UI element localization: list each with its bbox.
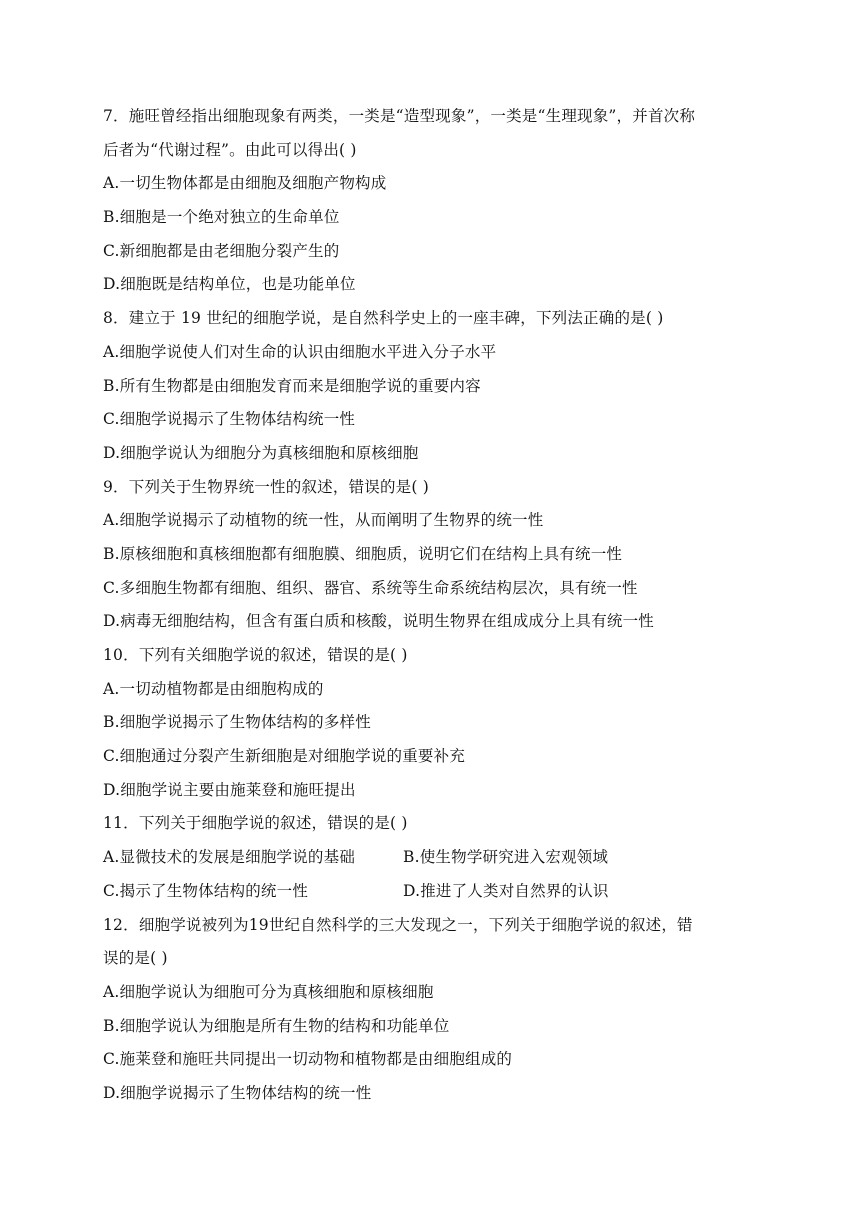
question-9-stem: 9．下列关于生物界统一性的叙述，错误的是( ) [103,477,429,496]
question-9-option-d: D.病毒无细胞结构，但含有蛋白质和核酸，说明生物界在组成成分上具有统一性 [103,612,655,631]
question-7-option-a: A.一切生物体都是由细胞及细胞产物构成 [103,174,387,193]
question-9-option-b: B.原核细胞和真核细胞都有细胞膜、细胞质，说明它们在结构上具有统一性 [103,544,623,563]
question-7-stem-line-2: 后者为“代谢过程”。由此可以得出( ) [103,140,357,159]
question-11-option-b: B.使生物学研究进入宏观领域 [403,848,609,867]
question-12-stem-line-1: 12．细胞学说被列为19世纪自然科学的三大发现之一，下列关于细胞学说的叙述，错 [103,915,693,934]
question-11-options-row-2 [103,875,763,909]
question-11-option-d: D.推进了人类对自然界的认识 [403,881,609,900]
question-11-option-c: C.揭示了生物体结构的统一性 [103,881,309,900]
question-8-option-a: A.细胞学说使人们对生命的认识由细胞水平进入分子水平 [103,342,497,361]
question-10-option-a: A.一切动植物都是由细胞构成的 [103,679,324,698]
question-7-stem-line-1: 7．施旺曾经指出细胞现象有两类，一类是“造型现象”，一类是“生理现象”，并首次称 [103,107,696,125]
question-12-option-b: B.细胞学说认为细胞是所有生物的结构和功能单位 [103,1016,450,1035]
question-7-option-c: C.新细胞都是由老细胞分裂产生的 [103,241,340,260]
question-8-option-b: B.所有生物都是由细胞发育而来是细胞学说的重要内容 [103,376,481,395]
question-7-option-b: B.细胞是一个绝对独立的生命单位 [103,208,340,227]
question-9-option-a: A.细胞学说揭示了动植物的统一性，从而阐明了生物界的统一性 [103,511,544,530]
question-12-stem-line-2: 误的是( ) [103,949,168,968]
question-12-option-a: A.细胞学说认为细胞可分为真核细胞和原核细胞 [103,982,434,1001]
question-7-option-d: D.细胞既是结构单位，也是功能单位 [103,275,356,294]
question-10-option-d: D.细胞学说主要由施莱登和施旺提出 [103,780,356,799]
question-list [103,100,763,1111]
question-11-stem: 11．下列关于细胞学说的叙述，错误的是( ) [103,814,408,833]
question-11-option-a: A.显微技术的发展是细胞学说的基础 [103,848,356,867]
question-10-option-c: C.细胞通过分裂产生新细胞是对细胞学说的重要补充 [103,747,466,766]
question-8-option-d: D.细胞学说认为细胞分为真核细胞和原核细胞 [103,443,419,462]
question-11-options-row-1 [103,841,763,875]
question-12-option-d: D.细胞学说揭示了生物体结构的统一性 [103,1083,372,1102]
question-9-option-c: C.多细胞生物都有细胞、组织、器官、系统等生命系统结构层次，具有统一性 [103,578,638,597]
question-12-option-c: C.施莱登和施旺共同提出一切动物和植物都是由细胞组成的 [103,1050,513,1069]
question-8-stem: 8．建立于 19 世纪的细胞学说，是自然科学史上的一座丰碑，下列法正确的是( ) [103,309,664,328]
question-8-option-c: C.细胞学说揭示了生物体结构统一性 [103,410,356,429]
question-10-stem: 10．下列有关细胞学说的叙述，错误的是( ) [103,646,408,664]
question-10-option-b: B.细胞学说揭示了生物体结构的多样性 [103,713,371,732]
